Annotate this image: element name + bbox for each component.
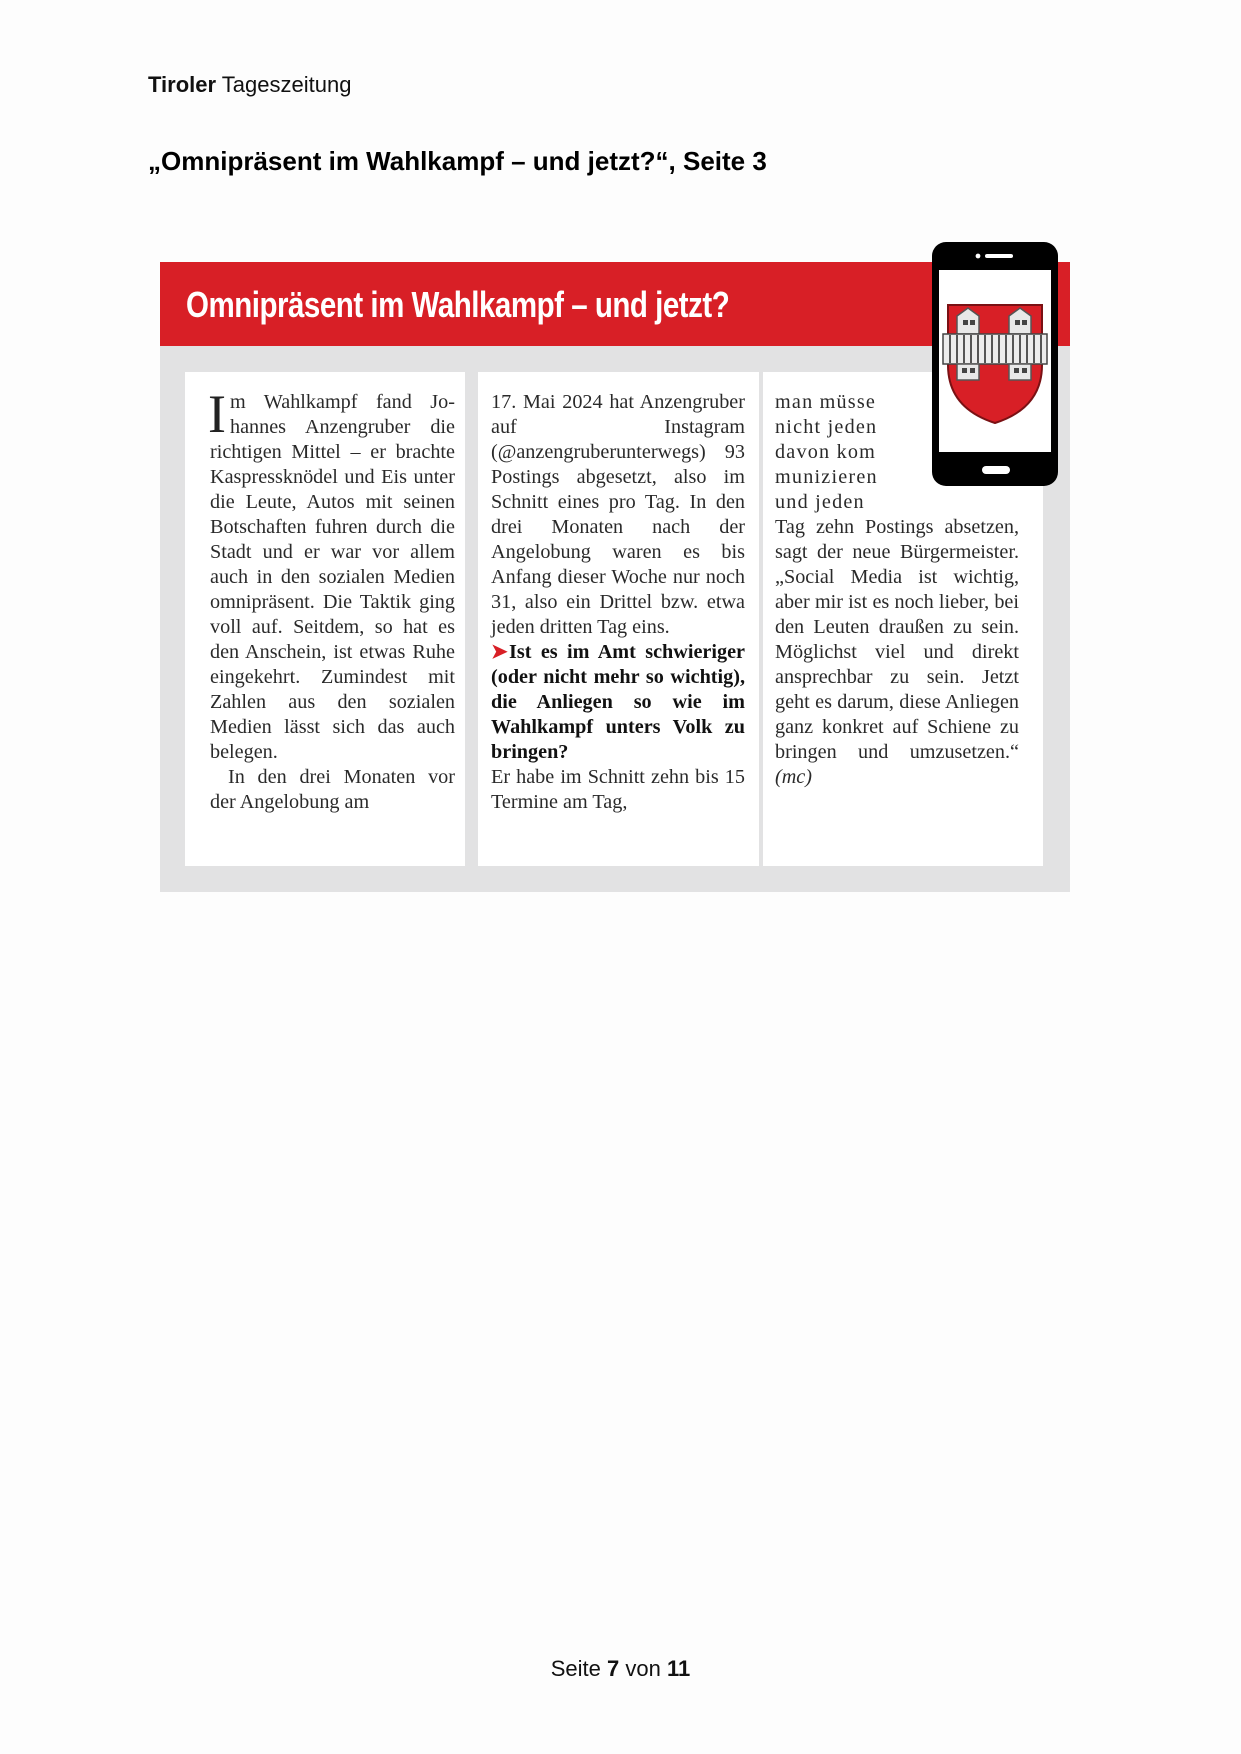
column-1-paragraph-1 (208, 384, 455, 765)
question-text: Ist es im Amt schwieriger (oder nicht mehr so wichtig), die Anliegen so wie im Wahlkampf unters Volk zu bringen? (491, 641, 745, 763)
publication-name-bold: Tiroler (148, 72, 217, 97)
page-footer (0, 1656, 1241, 1682)
author-signoff: (mc) (775, 766, 812, 788)
column-2-paragraph-1: 17. Mai 2024 hat Anzengruber auf Instagram (@anzengruberunterwegs) 93 Postings abgesetzt, also im Schnitt eines pro Tag. In den drei Monaten nach der Angelobung waren es bis Anfang dieser Woche nur noch 31, also ein Drittel bzw. etwa jeden dritten Tag eins. (491, 391, 745, 638)
article-headline: Omnipräsent im Wahlkampf – und jetzt? (186, 284, 730, 325)
document-title: „Omnipräsent im Wahlkampf – und jetzt?“, Seite 3 (148, 146, 767, 176)
publication-name-rest: Tageszeitung (221, 72, 352, 97)
article-column-2 (478, 372, 759, 866)
publication-name (148, 72, 351, 98)
footer-prefix: Seite (550, 1656, 601, 1681)
footer-middle: von (625, 1656, 661, 1681)
footer-page-total: 11 (667, 1656, 691, 1681)
wrap-line-2: nicht jeden (775, 416, 878, 438)
column-3-paragraph-1 (775, 515, 1019, 790)
question-arrow-icon: ➤ (491, 641, 508, 663)
smartphone-coat-of-arms-icon (930, 240, 1060, 488)
column-2-paragraph-2: Er habe im Schnitt zehn bis 15 Termine am Tag, (491, 766, 745, 813)
article-column-1 (185, 372, 465, 866)
interview-question (491, 640, 745, 765)
wrap-line-1: man müsse (775, 391, 877, 413)
wrap-line-3: davon kom (775, 441, 877, 463)
wrap-line-5: und jeden (775, 491, 865, 513)
column-1-paragraph-2: In den drei Monaten vor der Angelobung am (210, 766, 455, 813)
drop-cap: I (208, 384, 226, 444)
footer-page-number: 7 (607, 1656, 620, 1681)
column-1-text-1: m Wahlkampf fand Johannes Anzengruber die richtigen Mittel – er brachte Kaspressknödel und Eis unter die Leute, Autos mit seinen Botschaften fuhren durch die Stadt und er war vor allem auch in den sozialen Medien omnipräsent. Die Taktik ging voll auf. Seitdem, so hat es den Anschein, ist etwas Ruhe eingekehrt. Zumindest mit Zahlen aus den sozialen Medien lässt sich das auch belegen. (210, 391, 455, 763)
column-3-text: Tag zehn Postings absetzen, sagt der neue Bürgermeister. „Social Media ist wichtig, aber mir ist es noch lieber, bei den Leuten draußen zu sein. Möglichst viel und direkt ansprechbar zu sein. Jetzt geht es darum, diese Anliegen ganz konkret auf Schiene zu bringen und umzusetzen.“ (775, 516, 1019, 763)
wrap-line-4: munizieren (775, 466, 878, 488)
